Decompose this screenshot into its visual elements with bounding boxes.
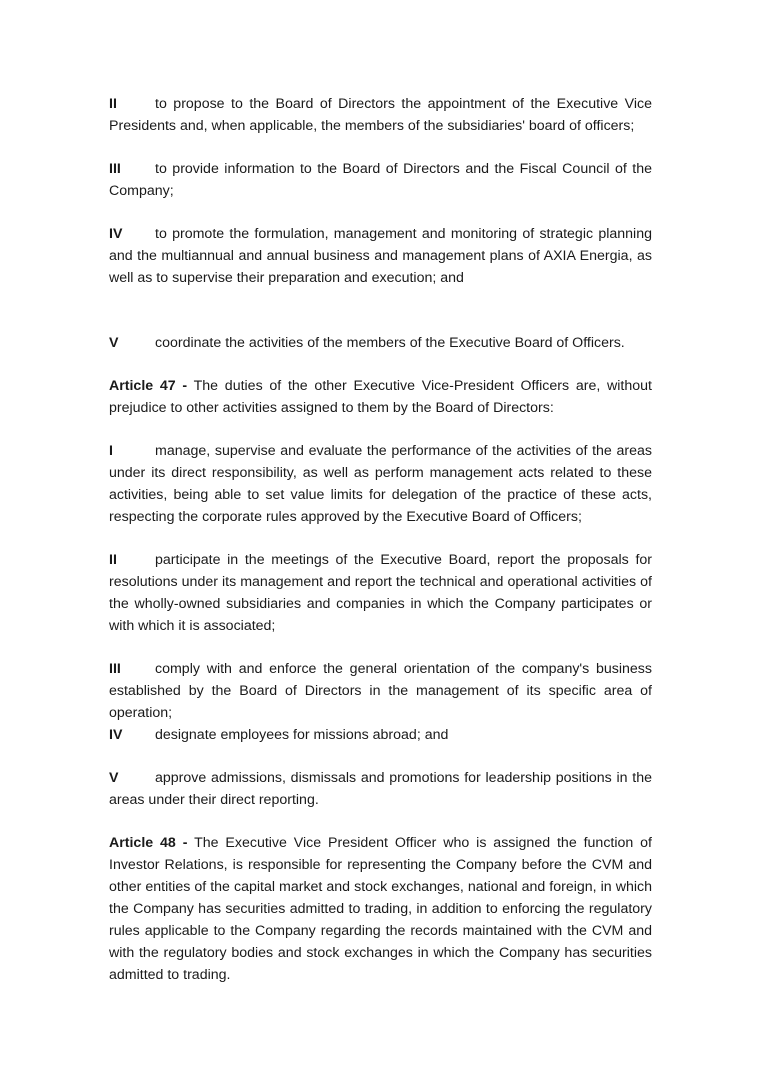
item-text: participate in the meetings of the Executive Board, report the proposals for resolutions under its management and report the technical and operational activities of the wholly-owned subsidiaries and companies in which the Company participates or with which it is associated; (109, 552, 652, 634)
item-number: III (109, 661, 121, 677)
item-number: II (109, 96, 117, 112)
article-text: The Executive Vice President Officer who is assigned the function of Investor Relations, is responsible for representing the Company before the CVM and other entities of the capital market and stock exchanges, national and foreign, in which the Company has securities admitted to trading, in addition to enforcing the regulatory rules applicable to the Company regarding the records maintained with the CVM and with the regulatory bodies and stock exchanges in which the Company has securities admitted to trading. (109, 835, 652, 983)
item-text: designate employees for missions abroad; and (155, 727, 449, 743)
item-number: V (109, 335, 119, 351)
item-iv-evp-duties (109, 724, 652, 746)
article-47 (109, 375, 652, 419)
item-text: to propose to the Board of Directors the appointment of the Executive Vice Presidents and, when applicable, the members of the subsidiaries' board of officers; (109, 96, 652, 134)
item-number: IV (109, 727, 123, 743)
article-label: Article 47 - (109, 378, 188, 394)
item-number: III (109, 161, 121, 177)
paragraph-spacer (109, 528, 652, 549)
item-ii-evp-duties (109, 549, 652, 637)
paragraph-spacer (109, 354, 652, 375)
item-iii-president-duties (109, 158, 652, 202)
paragraph-spacer (109, 419, 652, 440)
item-text: comply with and enforce the general orientation of the company's business established by the Board of Directors in the management of its specific area of operation; (109, 661, 652, 721)
item-text: approve admissions, dismissals and promotions for leadership positions in the areas under their direct reporting. (109, 770, 652, 808)
article-48 (109, 832, 652, 986)
paragraph-spacer (109, 137, 652, 158)
paragraph-spacer (109, 202, 652, 223)
item-ii-president-duties (109, 93, 652, 137)
paragraph-spacer (109, 746, 652, 767)
item-number: IV (109, 226, 123, 242)
paragraph-spacer (109, 811, 652, 832)
item-v-evp-duties (109, 767, 652, 811)
item-text: to promote the formulation, management and monitoring of strategic planning and the multiannual and annual business and management plans of AXIA Energia, as well as to supervise their preparation and execution; and (109, 226, 652, 286)
item-text: coordinate the activities of the members of the Executive Board of Officers. (155, 335, 625, 351)
item-iv-president-duties (109, 223, 652, 289)
item-v-president-duties (109, 332, 652, 354)
paragraph-spacer (109, 637, 652, 658)
item-text: manage, supervise and evaluate the performance of the activities of the areas under its direct responsibility, as well as perform management acts related to these activities, being able to set value limits for delegation of the practice of these acts, respecting the corporate rules approved by the Executive Board of Officers; (109, 443, 652, 525)
paragraph-spacer (109, 289, 652, 332)
item-text: to provide information to the Board of Directors and the Fiscal Council of the Company; (109, 161, 652, 199)
article-text: The duties of the other Executive Vice-President Officers are, without prejudice to other activities assigned to them by the Board of Directors: (109, 378, 652, 416)
item-number: V (109, 770, 119, 786)
item-number: I (109, 443, 113, 459)
article-label: Article 48 - (109, 835, 188, 851)
item-i-evp-duties (109, 440, 652, 528)
item-number: II (109, 552, 117, 568)
document-page (109, 93, 652, 986)
item-iii-evp-duties (109, 658, 652, 724)
